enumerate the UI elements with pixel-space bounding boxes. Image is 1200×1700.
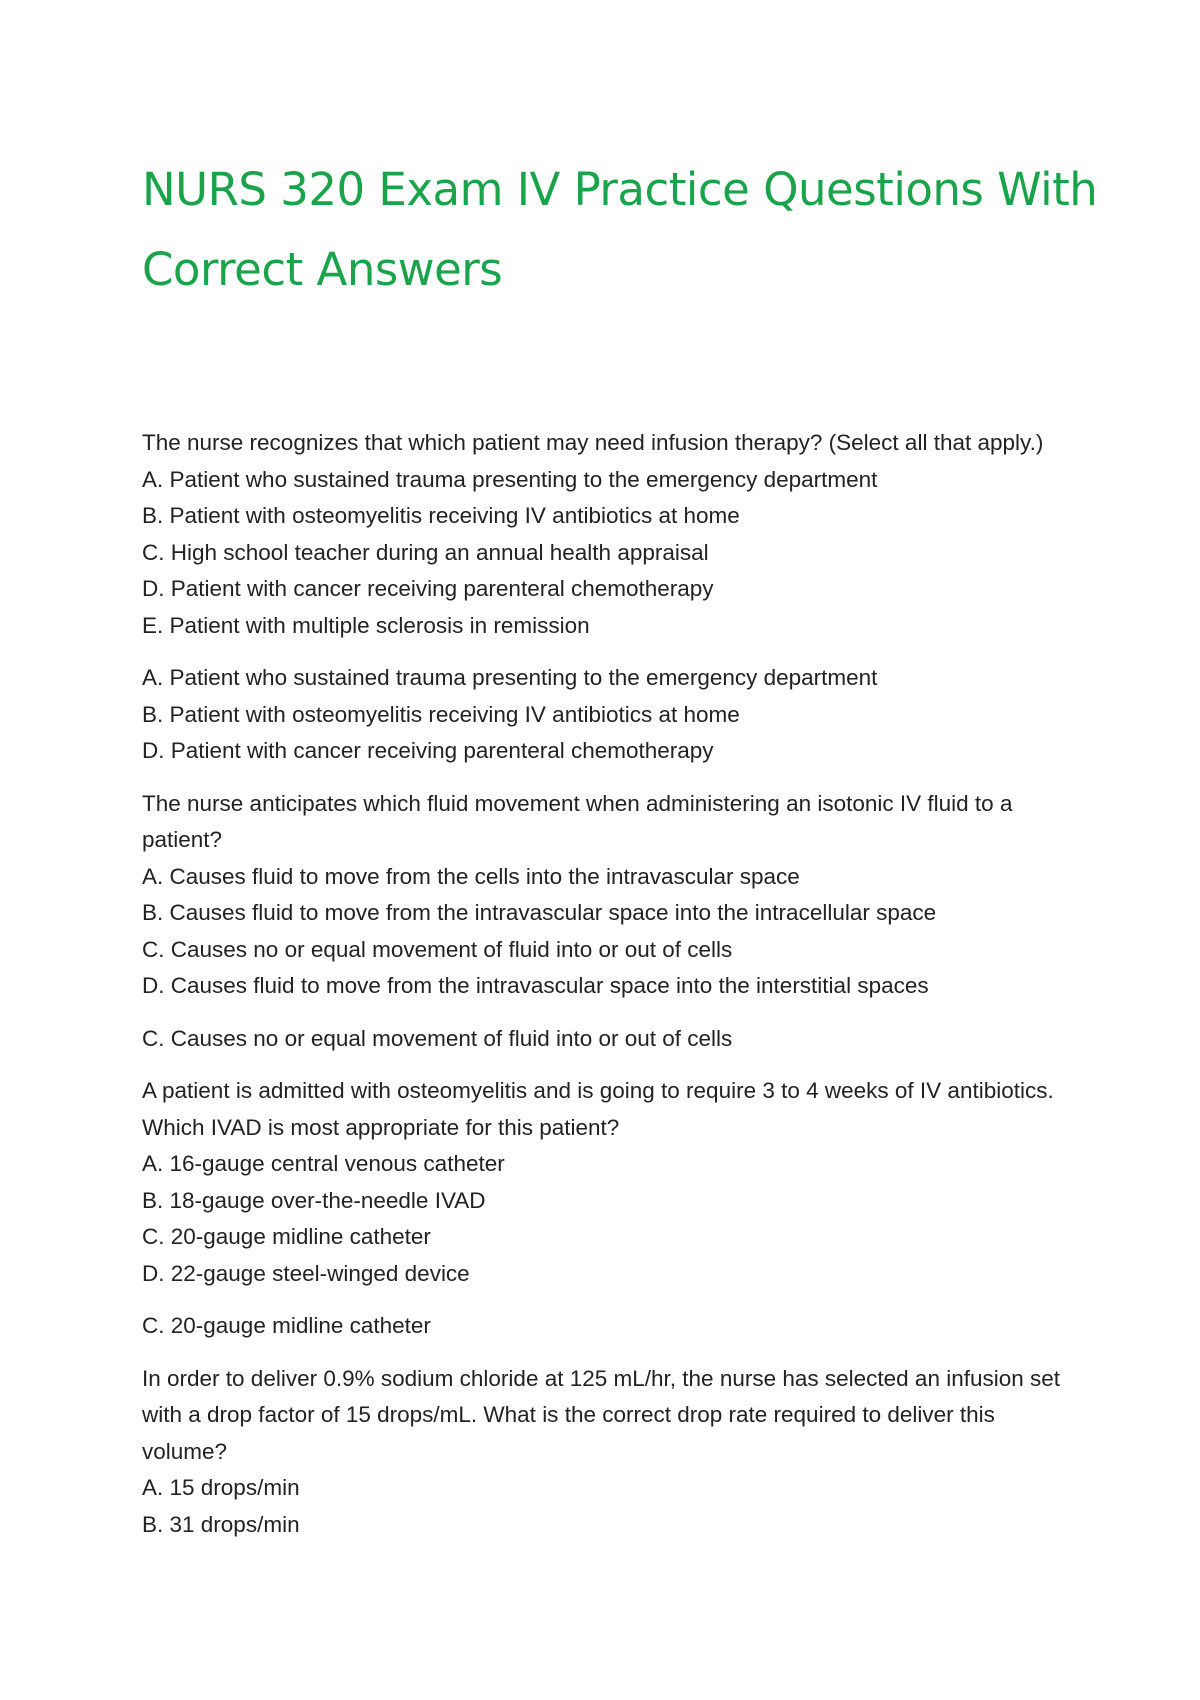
question-text-line-2: with a drop factor of 15 drops/mL. What is the correct drop rate required to deliver this	[142, 1402, 995, 1427]
question-text: The nurse recognizes that which patient may need infusion therapy? (Select all that apply.)	[142, 430, 1044, 455]
option-d: D. 22-gauge steel-winged device	[142, 1260, 470, 1286]
question-4	[142, 1361, 1082, 1544]
question-text-line-1: The nurse anticipates which fluid movement when administering an isotonic IV fluid to a	[142, 790, 1013, 816]
option-a: A. 15 drops/min	[142, 1475, 300, 1500]
answer-line: B. Patient with osteomyelitis receiving IV antibiotics at home	[142, 701, 740, 727]
answer-line: D. Patient with cancer receiving parenteral chemotherapy	[142, 738, 714, 763]
option-d: D. Causes fluid to move from the intravascular space into the interstitial spaces	[142, 973, 929, 998]
document-title	[142, 150, 1098, 310]
option-e: E. Patient with multiple sclerosis in remission	[142, 612, 590, 638]
question-3	[142, 1073, 1082, 1292]
question-text-line-2: patient?	[142, 827, 223, 852]
question-2	[142, 786, 1082, 1005]
title-line-2: Correct Answers	[142, 243, 503, 296]
answer-2	[142, 1021, 1082, 1058]
answer-line: A. Patient who sustained trauma presenting to the emergency department	[142, 665, 878, 690]
answer-3	[142, 1308, 1082, 1345]
option-d: D. Patient with cancer receiving parenteral chemotherapy	[142, 576, 714, 601]
question-text-line-1: A patient is admitted with osteomyelitis and is going to require 3 to 4 weeks of IV antibiotics.	[142, 1078, 1054, 1103]
answer-line: C. 20-gauge midline catheter	[142, 1313, 431, 1338]
option-a: A. Patient who sustained trauma presenting to the emergency department	[142, 466, 878, 492]
document-body	[142, 425, 1082, 1559]
question-1	[142, 425, 1082, 644]
option-c: C. Causes no or equal movement of fluid into or out of cells	[142, 936, 733, 962]
option-a: A. 16-gauge central venous catheter	[142, 1151, 505, 1176]
option-c: C. High school teacher during an annual health appraisal	[142, 539, 709, 565]
question-text-line-3: volume?	[142, 1438, 228, 1464]
question-text-line-2: Which IVAD is most appropriate for this patient?	[142, 1114, 620, 1140]
option-b: B. Patient with osteomyelitis receiving IV antibiotics at home	[142, 503, 740, 528]
option-a: A. Causes fluid to move from the cells into the intravascular space	[142, 863, 800, 889]
option-c: C. 20-gauge midline catheter	[142, 1224, 431, 1249]
option-b: B. Causes fluid to move from the intravascular space into the intracellular space	[142, 900, 937, 925]
option-b: B. 18-gauge over-the-needle IVAD	[142, 1187, 486, 1213]
option-b: B. 31 drops/min	[142, 1511, 300, 1537]
title-line-1: NURS 320 Exam IV Practice Questions With	[142, 163, 1098, 216]
answer-1	[142, 660, 1082, 770]
answer-line: C. Causes no or equal movement of fluid into or out of cells	[142, 1025, 733, 1051]
question-text-line-1: In order to deliver 0.9% sodium chloride at 125 mL/hr, the nurse has selected an infusion set	[142, 1365, 1061, 1391]
